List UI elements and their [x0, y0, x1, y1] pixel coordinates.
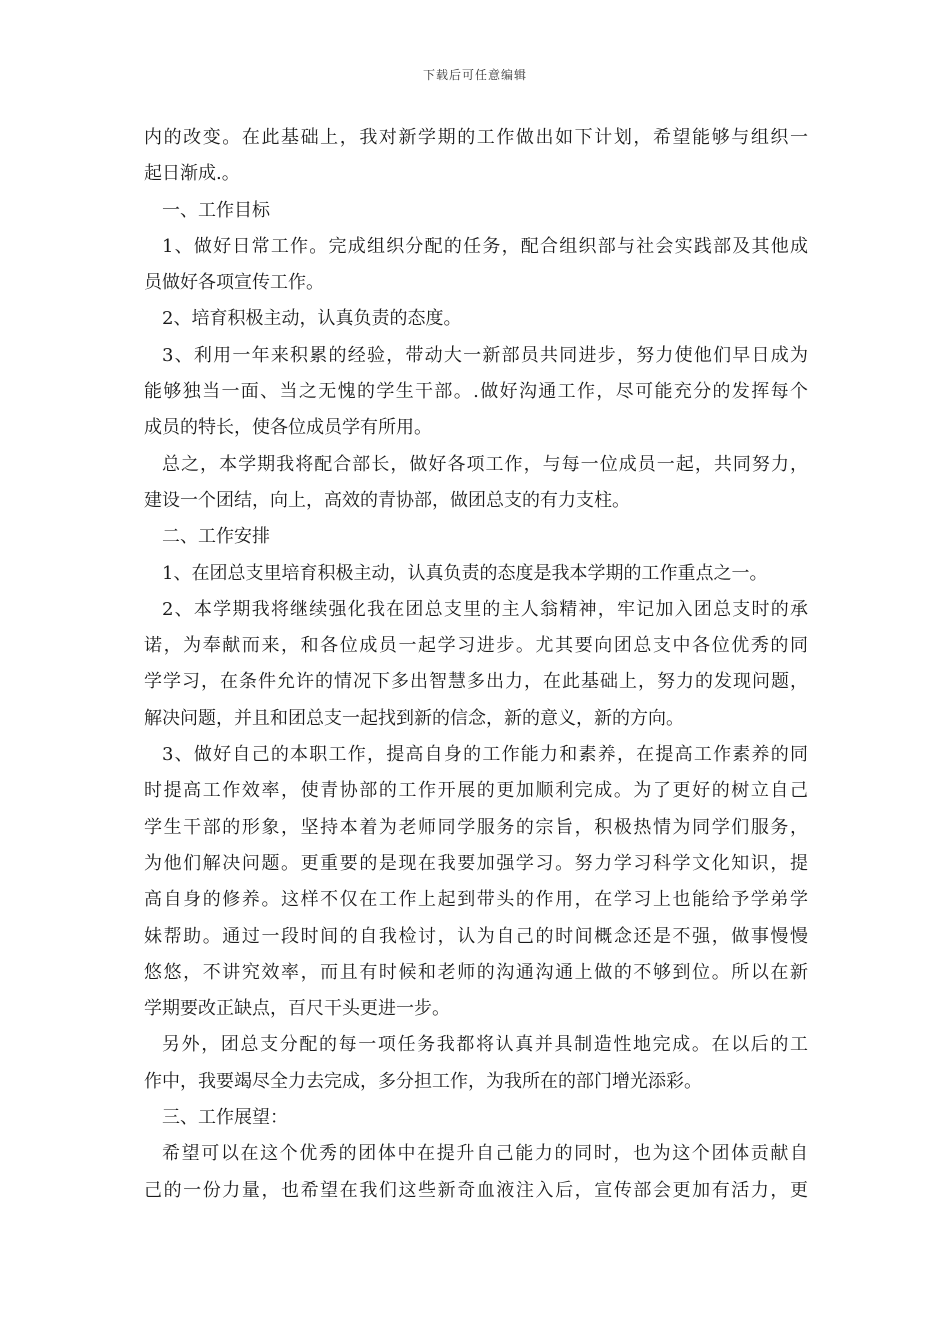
- text-line: 内的改变。在此基础上，我对新学期的工作做出如下计划，希望能够与组织一: [144, 127, 808, 148]
- text-line: 学期要改正缺点，百尺干头更进一步。: [144, 998, 450, 1020]
- text-line: 1、在团总支里培育积极主动，认真负责的态度是我本学期的工作重点之一。: [162, 562, 768, 584]
- text-line: 时提高工作效率，使青协部的工作开展的更加顺利完成。为了更好的树立自己: [144, 780, 808, 802]
- text-line: 员做好各项宣传工作。: [144, 272, 324, 294]
- text-line: 建设一个团结，向上，高效的青协部，做团总支的有力支柱。: [144, 489, 630, 511]
- text-line: 成员的特长，使各位成员学有所用。: [144, 417, 432, 439]
- text-line: 总之，本学期我将配合部长，做好各项工作，与每一位成员一起，共同努力，: [162, 453, 808, 475]
- text-line: 为他们解决问题。更重要的是现在我要加强学习。努力学习科学文化知识，提: [144, 852, 808, 874]
- text-line: 二、工作安排: [162, 526, 270, 548]
- text-line: 另外，团总支分配的每一项任务我都将认真并具制造性地完成。在以后的工: [162, 1034, 808, 1056]
- text-line: 能够独当一面、当之无愧的学生干部。.做好沟通工作，尽可能充分的发挥每个: [144, 381, 808, 403]
- text-line: 希望可以在这个优秀的团体中在提升自己能力的同时，也为这个团体贡献自: [162, 1143, 808, 1165]
- text-line: 3、利用一年来积累的经验，带动大一新部员共同进步，努力使他们早日成为: [162, 344, 808, 366]
- text-line: 3、做好自己的本职工作，提高自身的工作能力和素养，在提高工作素养的同: [162, 744, 808, 766]
- document-body: [144, 120, 808, 1209]
- text-line: 作中，我要竭尽全力去完成，多分担工作，为我所在的部门增光添彩。: [144, 1070, 702, 1092]
- text-line: 悠悠，不讲究效率，而且有时候和老师的沟通沟通上做的不够到位。所以在新: [144, 961, 808, 983]
- text-line: 高自身的修养。这样不仅在工作上起到带头的作用，在学习上也能给予学弟学: [144, 889, 808, 911]
- text-line: 妹帮助。通过一段时间的自我检讨，认为自己的时间概念还是不强，做事慢慢: [144, 925, 808, 947]
- text-line: 学生干部的形象，坚持本着为老师同学服务的宗旨，积极热情为同学们服务，: [144, 816, 808, 838]
- text-line: 解决问题，并且和团总支一起找到新的信念，新的意义，新的方向。: [144, 707, 684, 729]
- text-line: 学学习，在条件允许的情况下多出智慧多出力，在此基础上，努力的发现问题，: [144, 671, 808, 693]
- text-line: 三、工作展望：: [162, 1107, 288, 1129]
- page-header: 下载后可任意编辑: [422, 68, 527, 82]
- text-line: 一、工作目标: [162, 199, 270, 221]
- text-line: 起日渐成.。: [144, 163, 240, 185]
- text-line: 己的一份力量，也希望在我们这些新奇血液注入后，宣传部会更加有活力，更: [144, 1179, 808, 1201]
- text-line: 2、本学期我将继续强化我在团总支里的主人翁精神，牢记加入团总支时的承: [162, 598, 808, 620]
- text-line: 1、做好日常工作。完成组织分配的任务，配合组织部与社会实践部及其他成: [162, 235, 808, 257]
- text-line: 诺，为奉献而来，和各位成员一起学习进步。尤其要向团总支中各位优秀的同: [144, 635, 808, 657]
- text-line: 2、培育积极主动，认真负责的态度。: [162, 308, 462, 330]
